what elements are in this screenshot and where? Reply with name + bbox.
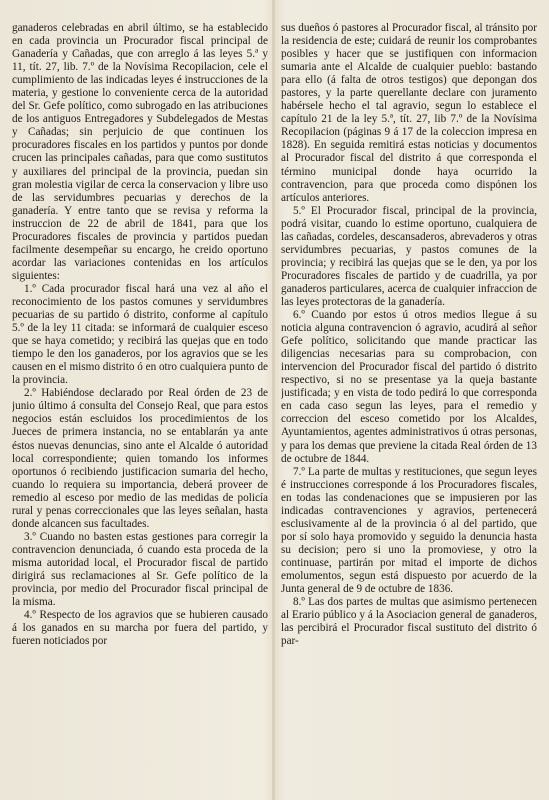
- right-paragraph-0: sus dueños ó pastores al Procurador fiscal, al tránsito por la residencia de este; cuidará de reunir los comprobantes posibles y hacer que se justifiquen con informacion sumaria ante el Alcalde de cualquier pueblo: bastando para ello (á falta de otros testigos) que depongan dos pastores, y la parte querellante declare con juramento habérsele hecho el tal agravio, segun lo establece el capítulo 21 de la ley 5.ª, tít. 27, lib 7.º de la Novísima Recopilacion (páginas 9 á 17 de la coleccion impresa en 1828). En seguida remitirá estas noticias y documentos al Procurador fiscal del distrito á que corresponda el término municipal donde haya ocurrido la contravencion, para que proceda como dispónen los artículos anteriores.: [281, 22, 537, 204]
- left-paragraph-article-2: 2.º Habiéndose declarado por Real órden de 23 de junio último á consulta del Consejo Real, que para estos negocios están escluidos los procedimientos de los Jueces de primera instancia, no se entablarán ya ante éstos nuevas denuncias, sino ante el Alcalde ó autoridad local correspondiente; quien tomando los informes oportunos ó recibiendo justificacion sumaria del hecho, cuando lo requiera su importancia, deberá proveer de remedio al esceso por medio de las medidas de policía rural y penas correccionales que las leyes señalan, hasta donde alcancen sus facultades.: [12, 387, 268, 530]
- right-paragraph-article-6: 6.º Cuando por estos ú otros medios llegue á su noticia alguna contravencion ó agravio, acudirá al señor Gefe político, solicitando que mande practicar las diligencias necesarias para su comprobacion, con intervencion del Procurador fiscal del partido ó distrito respectivo, si no se presentase ya la queja bastante justificada; y en vista de todo pedirá lo que corresponda en cada caso segun las leyes, para el remedio y correccion del esceso cometido por los Alcaldes, Ayuntamientos, agentes administrativos ú otras personas, y para los demas que previene la citada Real órden de 13 de octubre de 1844.: [281, 309, 537, 465]
- left-paragraph-0: ganaderos celebradas en abril último, se ha establecido en cada provincia un Procurador fiscal principal de Ganadería y Cañadas, que con arreglo á las leyes 5.ª y 11, tít. 27, lib. 7.º de la Novísima Recopilacion, cele el cumplimiento de las indicadas leyes é instrucciones de la materia, y gestione lo conveniente cerca de la autoridad del Sr. Gefe político, como subrogado en las atribuciones de los antiguos Entregadores y Subdelegados de Mestas y Cañadas; sin perjuicio de que continuen los procuradores fiscales en los partidos y puntos por donde crucen las principales cañadas, para que como sustitutos y auxiliares del principal de la provincia, puedan sin gran molestia vigilar de cerca la conservacion y libre uso de las servidumbres pecuarias y derechos de la ganadería. Y entre tanto que se revisa y reforma la instruccion de 22 de abril de 1841, para que los Procuradores fiscales de provincia y partidos puedan facilmente desempeñar su encargo, he creido oportuno acordar las variaciones contenidas en los artículos siguientes:: [12, 22, 268, 282]
- right-paragraph-article-5: 5.º El Procurador fiscal, principal de la provincia, podrá visitar, cuando lo estime oportuno, cualquiera de las cañadas, cordeles, descansaderos, abrevaderos y otras servidumbres pecuarias, y pastos comunes de la provincia; y recibirá las quejas que se le den, ya por los Procuradores fiscales de partido y de cuadrilla, ya por ganaderos particulares, acerca de cualquier infraccion de las leyes protectoras de la ganadería.: [281, 204, 537, 308]
- left-column: [12, 22, 268, 790]
- right-column: [281, 22, 537, 790]
- left-paragraph-article-3: 3.º Cuando no basten estas gestiones para corregir la contravencion denunciada, ó cuando esta proceda de la misma autoridad local, el Procurador fiscal de partido dirigirá sus reclamaciones al Sr. Gefe político de la provincia, por medio del Procurador fiscal principal de la misma.: [12, 530, 268, 609]
- right-paragraph-article-7: 7.º La parte de multas y restituciones, que segun leyes é instrucciones corresponde á los Procuradores fiscales, en todas las condenaciones que se impusieren por las indicadas contravenciones y agravios, pertenecerá esclusivamente al de la provincia ó al del partido, que por sí solo haya promovido y seguido la denuncia hasta su decision; pero si uno la promoviese, y otro la continuase, partirán por mitad el importe de dichos emolumentos, segun está dispuesto por acuerdo de la Junta general de 9 de octubre de 1836.: [281, 465, 537, 596]
- left-paragraph-article-4: 4.º Respecto de los agravios que se hubieren causado á los ganados en su marcha por fuera del partido, y fueren noticiados por: [12, 609, 268, 648]
- right-paragraph-article-8: 8.º Las dos partes de multas que asimismo pertenecen al Erario público y á la Asociacion general de ganaderos, las percibirá el Procurador fiscal sustituto del distrito ó par-: [281, 596, 537, 648]
- page-gutter: [272, 0, 275, 800]
- left-paragraph-article-1: 1.º Cada procurador fiscal hará una vez al año el reconocimiento de los pastos comunes y servidumbres pecuarias de su partido ó distrito, conforme al capítulo 5.º de la ley 11 citada: se informará de cualquier esceso que se haya cometido; y recibirá las quejas que en todo tiempo le den los ganaderos, por los agravios que se les causen en el mismo distrito ó en otro cualquiera punto de la provincia.: [12, 282, 268, 387]
